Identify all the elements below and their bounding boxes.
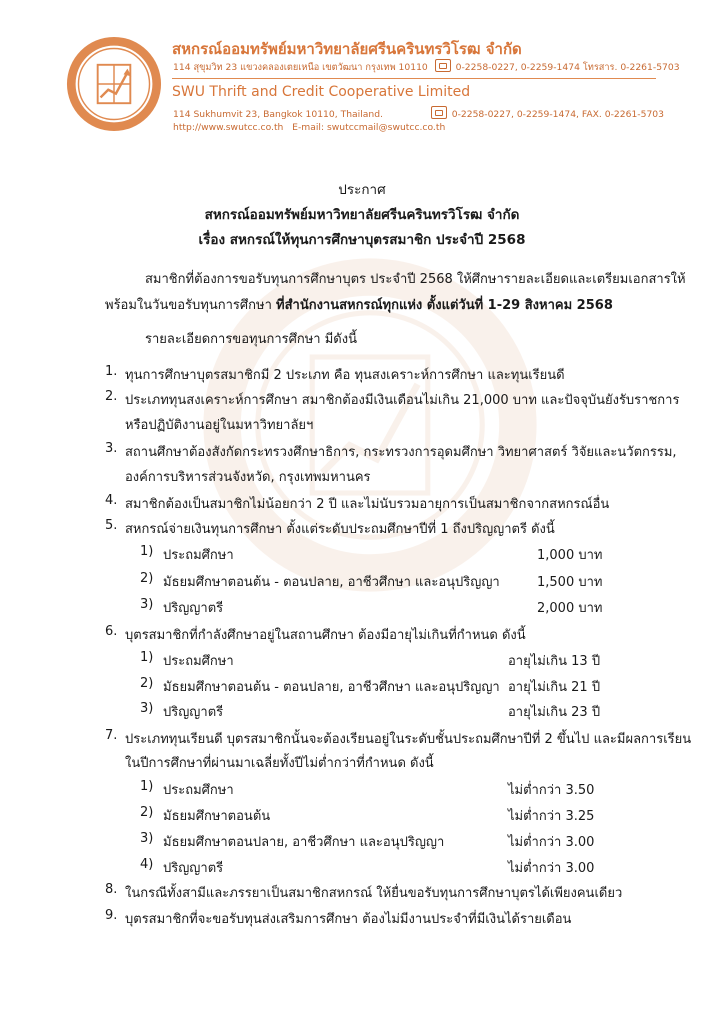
- min-gpa: ไม่ต่ำกว่า 3.00: [508, 861, 595, 876]
- phone-icon: [431, 106, 447, 119]
- sub-item-number: 3): [140, 701, 154, 716]
- item-text: สถานศึกษาต้องสังกัดกระทรวงศึกษาธิการ, กระทรวงการอุดมศึกษา วิทยาศาสตร์ วิจัยและนวัตกรรม,: [125, 445, 677, 460]
- item-number: 3.: [105, 441, 118, 456]
- phone-th-text: 0-2258-0227, 0-2259-1474 โทรสาร. 0-2261-5703: [455, 62, 680, 73]
- intro-line-2: [105, 294, 613, 315]
- grant-amount: 1,500 บาท: [537, 575, 603, 590]
- sub-item-text: ปริญญาตรี: [163, 601, 224, 616]
- sub-item-text: มัธยมศึกษาตอนปลาย, อาชีวศึกษา และอนุปริญญา: [163, 835, 445, 850]
- org-name-th: สหกรณ์ออมทรัพย์มหาวิทยาลัยศรีนครินทรวิโรฒ จำกัด: [172, 40, 522, 58]
- sub-item-number: 2): [140, 571, 154, 586]
- sub-item-number: 1): [140, 650, 154, 665]
- item-number: 5.: [105, 518, 118, 533]
- item-text: ในกรณีทั้งสามีและภรรยาเป็นสมาชิกสหกรณ์ ให้ยื่นขอรับทุนการศึกษาบุตรได้เพียงคนเดียว: [125, 886, 623, 901]
- announcement-label: ประกาศ: [338, 182, 386, 198]
- sub-item-number: 2): [140, 805, 154, 820]
- intro-line-2-plain: พร้อมในวันขอรับทุนการศึกษา: [105, 298, 277, 313]
- phone-en-text: 0-2258-0227, 0-2259-1474, FAX. 0-2261-5703: [451, 109, 664, 120]
- grant-amount: 2,000 บาท: [537, 601, 603, 616]
- item-number: 4.: [105, 493, 118, 508]
- email-link[interactable]: E-mail: swutccmail@swutcc.co.th: [292, 122, 446, 133]
- website-link[interactable]: http://www.swutcc.co.th: [173, 122, 284, 133]
- sub-item-number: 3): [140, 831, 154, 846]
- address-th-text: 114 สุขุมวิท 23 แขวงคลองเตยเหนือ เขตวัฒนา กรุงเทพ 10110: [173, 62, 428, 73]
- sub-item-text: มัธยมศึกษาตอนต้น: [163, 809, 271, 824]
- item-text: สหกรณ์จ่ายเงินทุนการศึกษา ตั้งแต่ระดับประถมศึกษาปีที่ 1 ถึงปริญญาตรี ดังนี้: [125, 522, 555, 537]
- age-limit: อายุไม่เกิน 21 ปี: [508, 680, 601, 695]
- item-continuation: ในปีการศึกษาที่ผ่านมาเฉลี่ยทั้งปีไม่ต่ำกว่าที่กำหนด ดังนี้: [125, 756, 434, 771]
- item-number: 2.: [105, 389, 118, 404]
- min-gpa: ไม่ต่ำกว่า 3.50: [508, 783, 595, 798]
- announcement-org: สหกรณ์ออมทรัพย์มหาวิทยาลัยศรีนครินทรวิโรฒ จำกัด: [204, 207, 520, 223]
- sub-item-number: 2): [140, 676, 154, 691]
- address-en-text: 114 Sukhumvit 23, Bangkok 10110, Thailand.: [173, 109, 383, 120]
- intro-line-2-bold: ที่สำนักงานสหกรณ์ทุกแห่ง ตั้งแต่วันที่ 1-29 สิงหาคม 2568: [276, 298, 613, 313]
- address-en: [173, 106, 664, 120]
- header-divider: [172, 78, 656, 79]
- sub-item-text: ประถมศึกษา: [163, 548, 234, 563]
- item-text: ประเภททุนสงเคราะห์การศึกษา สมาชิกต้องมีเงินเดือนไม่เกิน 21,000 บาท และปัจจุบันยังรับราชการ: [125, 393, 680, 408]
- item-text: บุตรสมาชิกที่จะขอรับทุนส่งเสริมการศึกษา ต้องไม่มีงานประจำที่มีเงินได้รายเดือน: [125, 912, 572, 927]
- item-text: สมาชิกต้องเป็นสมาชิกไม่น้อยกว่า 2 ปี และไม่นับรวมอายุการเป็นสมาชิกจากสหกรณ์อื่น: [125, 497, 610, 512]
- sub-item-text: มัธยมศึกษาตอนต้น - ตอนปลาย, อาชีวศึกษา และอนุปริญญา: [163, 575, 500, 590]
- age-limit: อายุไม่เกิน 23 ปี: [508, 705, 601, 720]
- item-text: ทุนการศึกษาบุตรสมาชิกมี 2 ประเภท คือ ทุนสงเคราะห์การศึกษา และทุนเรียนดี: [125, 368, 565, 383]
- item-number: 8.: [105, 882, 118, 897]
- min-gpa: ไม่ต่ำกว่า 3.00: [508, 835, 595, 850]
- item-number: 7.: [105, 728, 118, 743]
- item-continuation: องค์การบริหารส่วนจังหวัด, กรุงเทพมหานคร: [125, 470, 371, 485]
- phone-icon: [435, 59, 451, 72]
- sub-item-number: 4): [140, 857, 154, 872]
- intro-line-1: สมาชิกที่ต้องการขอรับทุนการศึกษาบุตร ประจำปี 2568 ให้ศึกษารายละเอียดและเตรียมเอกสารให้: [145, 272, 686, 287]
- item-number: 6.: [105, 624, 118, 639]
- sub-item-number: 3): [140, 597, 154, 612]
- grant-amount: 1,000 บาท: [537, 548, 603, 563]
- sub-item-text: มัธยมศึกษาตอนต้น - ตอนปลาย, อาชีวศึกษา และอนุปริญญา: [163, 680, 500, 695]
- min-gpa: ไม่ต่ำกว่า 3.25: [508, 809, 595, 824]
- item-number: 1.: [105, 364, 118, 379]
- sub-item-text: ปริญญาตรี: [163, 705, 224, 720]
- item-continuation: หรือปฏิบัติงานอยู่ในมหาวิทยาลัยฯ: [125, 418, 314, 433]
- sub-item-number: 1): [140, 544, 154, 559]
- item-text: บุตรสมาชิกที่กำลังศึกษาอยู่ในสถานศึกษา ต้องมีอายุไม่เกินที่กำหนด ดังนี้: [125, 628, 526, 643]
- sub-item-text: ปริญญาตรี: [163, 861, 224, 876]
- sub-item-text: ประถมศึกษา: [163, 783, 234, 798]
- sub-item-text: ประถมศึกษา: [163, 654, 234, 669]
- age-limit: อายุไม่เกิน 13 ปี: [508, 654, 601, 669]
- item-number: 9.: [105, 908, 118, 923]
- announcement-subject: เรื่อง สหกรณ์ให้ทุนการศึกษาบุตรสมาชิก ประจำปี 2568: [198, 232, 526, 248]
- item-text: ประเภททุนเรียนดี บุตรสมาชิกนั้นจะต้องเรียนอยู่ในระดับชั้นประถมศึกษาปีที่ 2 ขึ้นไป และมีผลการเรียน: [125, 732, 692, 747]
- contact-web: [173, 122, 445, 133]
- details-heading: รายละเอียดการขอทุนการศึกษา มีดังนี้: [145, 332, 357, 347]
- org-name-en: SWU Thrift and Credit Cooperative Limited: [172, 84, 471, 100]
- sub-item-number: 1): [140, 779, 154, 794]
- cooperative-logo: [66, 36, 162, 132]
- address-th: [173, 59, 680, 75]
